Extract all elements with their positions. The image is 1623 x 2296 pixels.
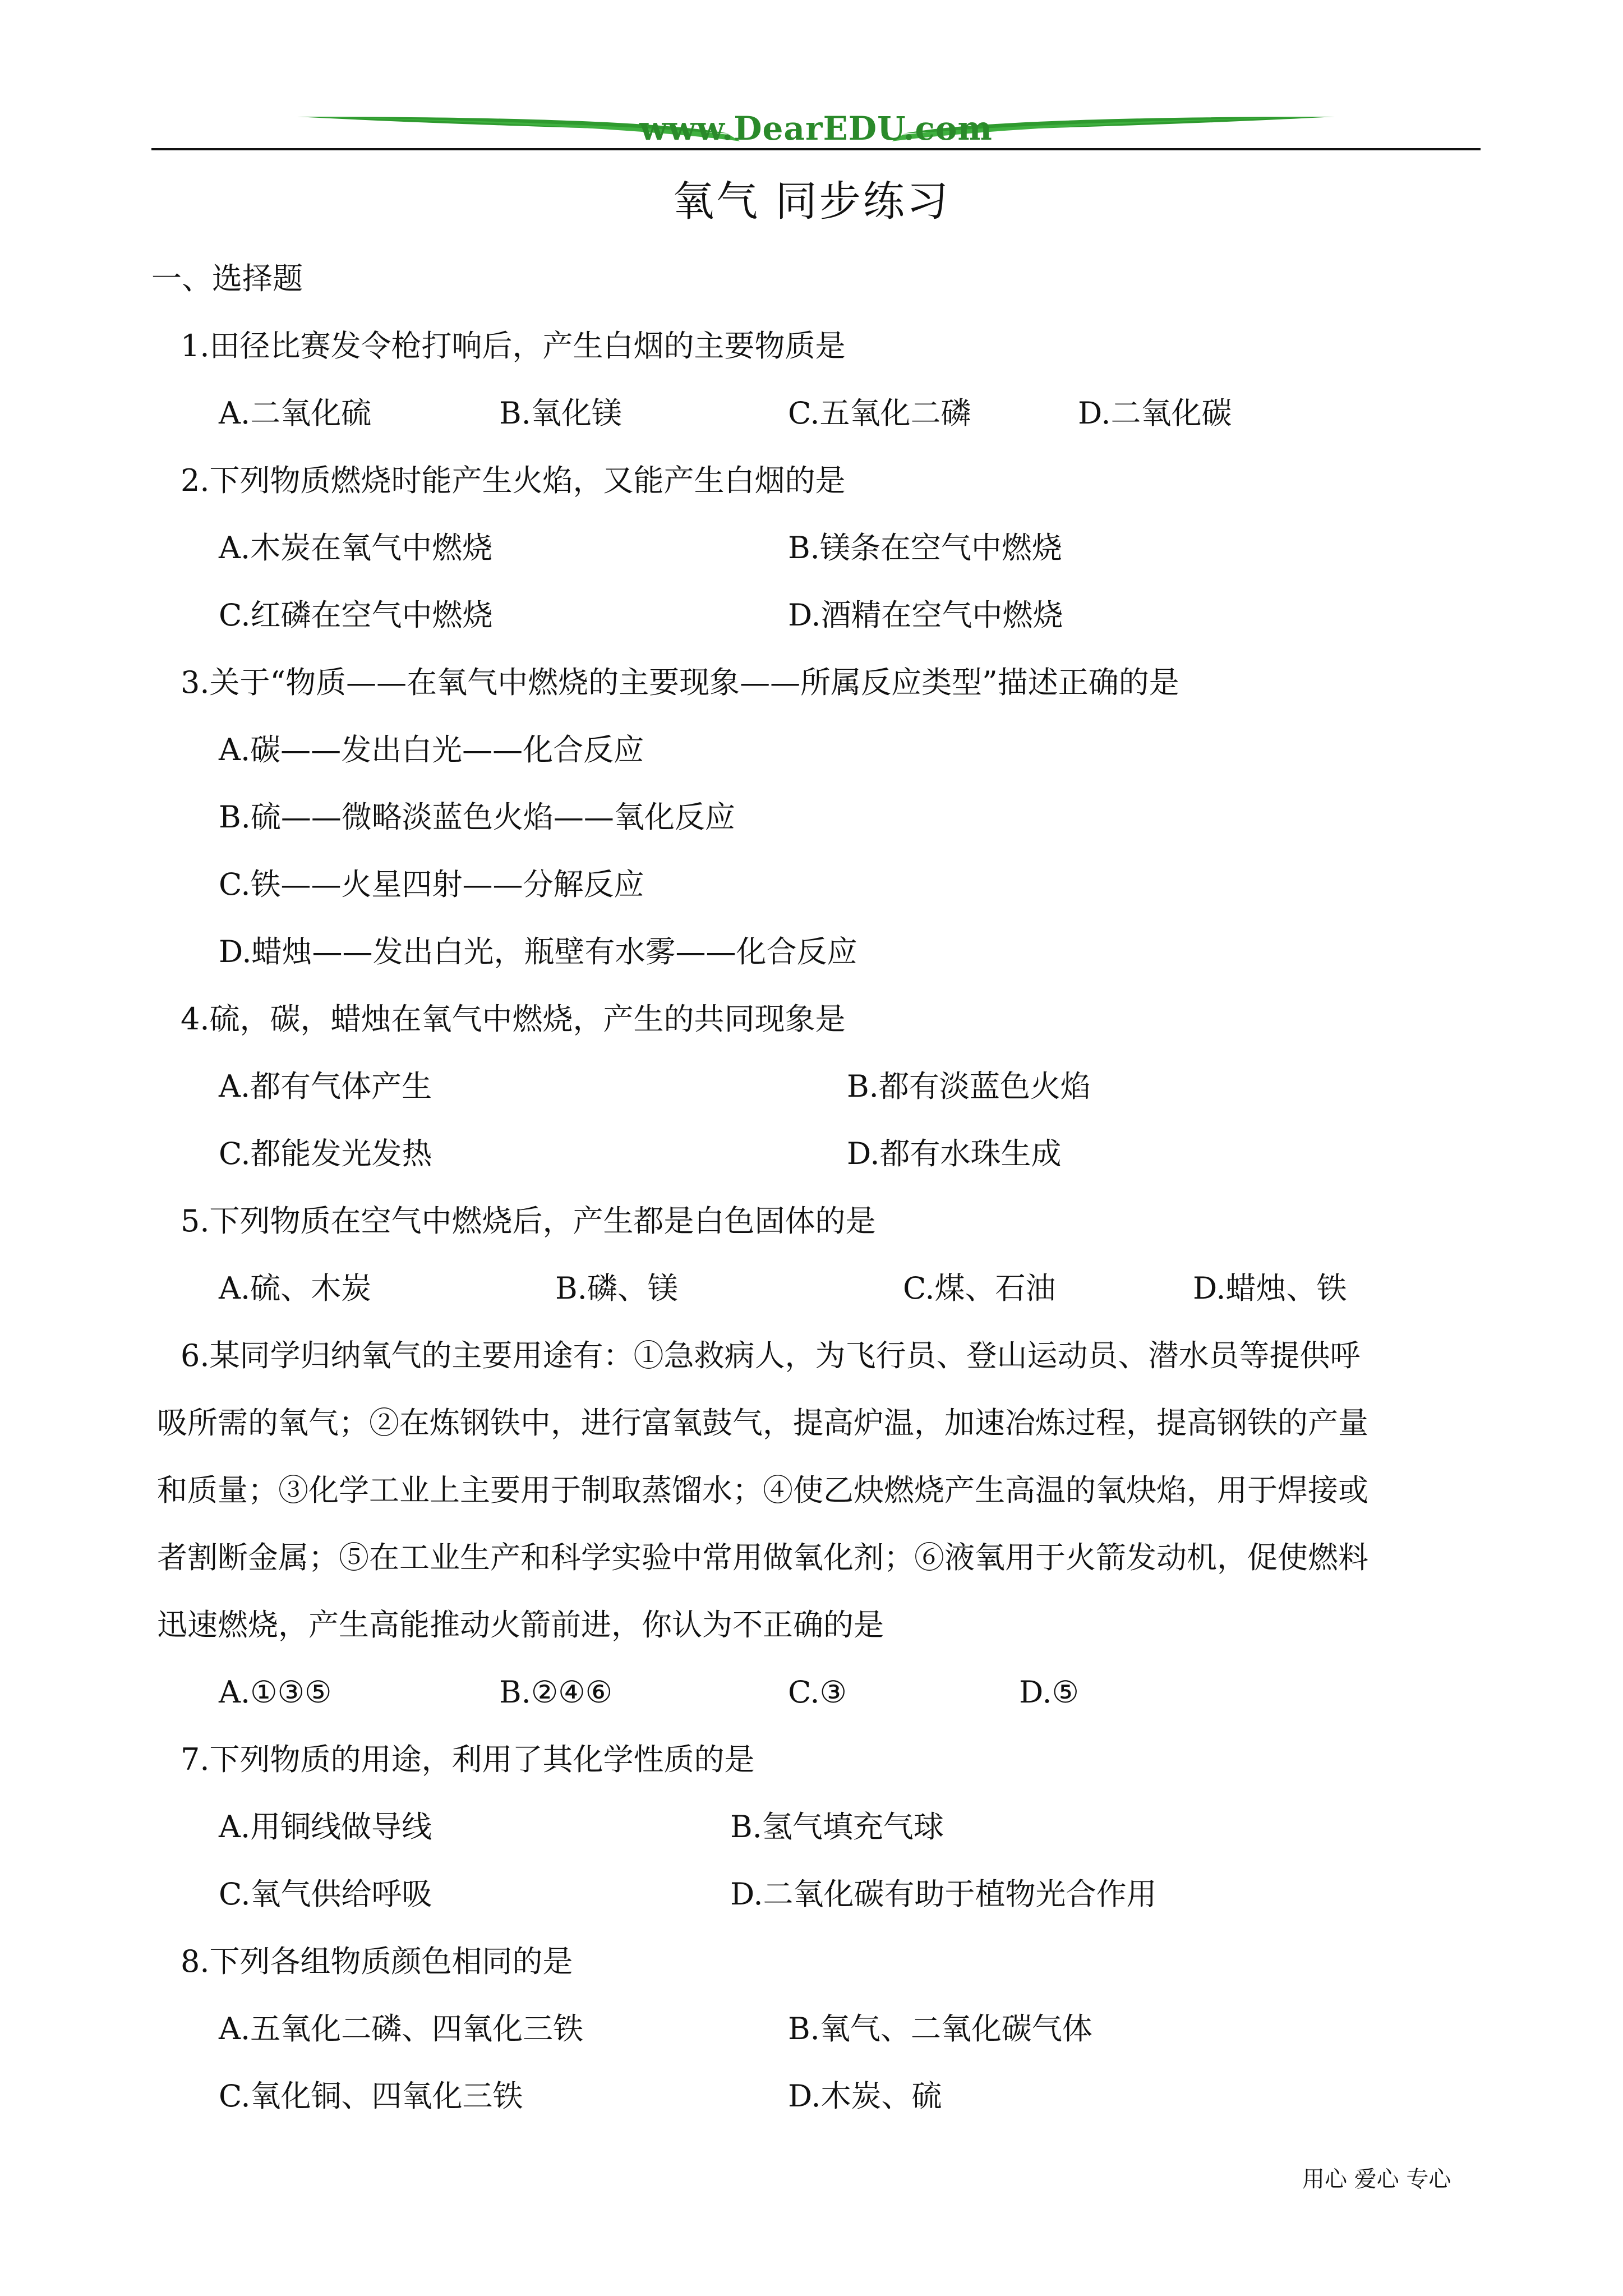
q3-option-b: B.硫——微略淡蓝色火焰——氧化反应 — [219, 799, 735, 835]
q6-option-a: A.①③⑤ — [219, 1674, 332, 1710]
q4-option-b: B.都有淡蓝色火焰 — [847, 1069, 1091, 1104]
q7-option-d: D.二氧化碳有助于植物光合作用 — [730, 1876, 1157, 1912]
question-8-stem: 8.下列各组物质颜色相同的是 — [181, 1944, 573, 1979]
q4-option-c: C.都能发光发热 — [219, 1136, 432, 1171]
q1-option-d: D.二氧化碳 — [1078, 395, 1232, 431]
question-2-stem: 2.下列物质燃烧时能产生火焰，又能产生白烟的是 — [181, 463, 846, 498]
question-6-stem-line-3: 和质量；③化学工业上主要用于制取蒸馏水；④使乙炔燃烧产生高温的氧炔焰，用于焊接或 — [157, 1473, 1368, 1508]
question-6-stem-line-5: 迅速燃烧，产生高能推动火箭前进，你认为不正确的是 — [157, 1607, 884, 1642]
page-footer: 用心 爱心 专心 — [1302, 2166, 1451, 2192]
q6-option-d: D.⑤ — [1019, 1674, 1079, 1710]
q7-option-c: C.氧气供给呼吸 — [219, 1876, 432, 1912]
q4-option-a: A.都有气体产生 — [219, 1069, 432, 1104]
q2-option-b: B.镁条在空气中燃烧 — [788, 530, 1062, 565]
q5-option-b: B.磷、镁 — [555, 1271, 678, 1306]
q1-option-a: A.二氧化硫 — [219, 395, 372, 431]
question-6-stem-line-4: 者割断金属；⑤在工业生产和科学实验中常用做氧化剂；⑥液氧用于火箭发动机，促使燃料 — [157, 1540, 1368, 1575]
q8-option-b: B.氧气、二氧化碳气体 — [788, 2011, 1092, 2046]
q2-option-c: C.红磷在空气中燃烧 — [219, 597, 493, 633]
site-logo[interactable]: www.DearEDU.com — [639, 109, 993, 148]
page-title: 氧气 同步练习 — [672, 177, 951, 226]
q2-option-a: A.木炭在氧气中燃烧 — [219, 530, 493, 565]
q3-option-d: D.蜡烛——发出白光，瓶壁有水雾——化合反应 — [219, 934, 857, 969]
q7-option-a: A.用铜线做导线 — [219, 1809, 432, 1844]
q5-option-d: D.蜡烛、铁 — [1193, 1271, 1347, 1306]
q2-option-d: D.酒精在空气中燃烧 — [788, 597, 1063, 633]
question-4-stem: 4.硫，碳，蜡烛在氧气中燃烧，产生的共同现象是 — [181, 1001, 846, 1037]
q1-option-b: B.氧化镁 — [499, 395, 622, 431]
q1-option-c: C.五氧化二磷 — [788, 395, 971, 431]
q4-option-d: D.都有水珠生成 — [847, 1136, 1062, 1171]
question-1-stem: 1.田径比赛发令枪打响后，产生白烟的主要物质是 — [181, 328, 846, 364]
question-6-stem-line-1: 6.某同学归纳氧气的主要用途有：①急救病人，为飞行员、登山运动员、潜水员等提供呼 — [181, 1338, 1361, 1373]
q6-option-c: C.③ — [788, 1674, 847, 1710]
q7-option-b: B.氢气填充气球 — [730, 1809, 944, 1844]
question-5-stem: 5.下列物质在空气中燃烧后，产生都是白色固体的是 — [181, 1203, 876, 1239]
q5-option-a: A.硫、木炭 — [219, 1271, 372, 1306]
question-7-stem: 7.下列物质的用途，利用了其化学性质的是 — [181, 1742, 755, 1777]
q3-option-c: C.铁——火星四射——分解反应 — [219, 867, 644, 902]
question-6-stem-line-2: 吸所需的氧气；②在炼钢铁中，进行富氧鼓气，提高炉温，加速冶炼过程，提高钢铁的产量 — [157, 1405, 1368, 1441]
question-3-stem: 3.关于“物质——在氧气中燃烧的主要现象——所属反应类型”描述正确的是 — [181, 665, 1179, 700]
header-rule — [151, 148, 1481, 150]
q8-option-c: C.氧化铜、四氧化三铁 — [219, 2078, 523, 2114]
q3-option-a: A.碳——发出白光——化合反应 — [219, 732, 644, 767]
q6-option-b: B.②④⑥ — [499, 1674, 613, 1710]
q5-option-c: C.煤、石油 — [903, 1271, 1056, 1306]
q8-option-a: A.五氧化二磷、四氧化三铁 — [219, 2011, 584, 2046]
section-heading: 一、选择题 — [151, 261, 303, 296]
q8-option-d: D.木炭、硫 — [788, 2078, 942, 2114]
